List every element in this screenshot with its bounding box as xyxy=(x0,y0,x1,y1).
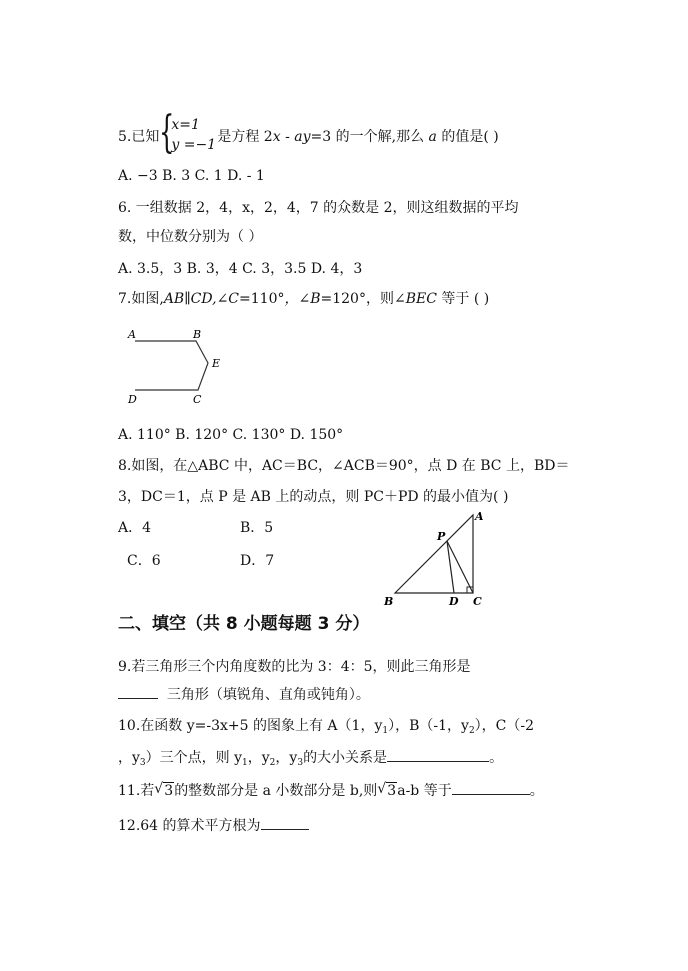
label-d: D xyxy=(449,595,459,608)
label-e: E xyxy=(212,357,221,370)
label-a: A xyxy=(475,510,484,523)
q10-pre: 10.在函数 y=-3x+5 的图象上有 A（1，y xyxy=(118,718,383,734)
q8-option-b: B．5 xyxy=(240,520,274,536)
q11-tail: a-b 等于 xyxy=(397,783,452,799)
q5-line xyxy=(118,107,499,158)
label-a: A xyxy=(128,328,136,341)
q7-mid: ，则∠ xyxy=(365,291,406,307)
system-eq1: x=1 xyxy=(171,117,200,133)
q10-line1 xyxy=(118,716,534,738)
sqrt-3-second xyxy=(377,781,397,801)
q10-mid2: ）三个点，则 y xyxy=(145,750,243,766)
q7-options: A. 110° B. 120° C. 130° D. 150° xyxy=(118,427,344,443)
q9-line2 xyxy=(118,684,370,705)
q7-angle-c-value: =110° xyxy=(239,291,285,307)
sub-5: 2 xyxy=(269,758,276,768)
sub-1: 1 xyxy=(382,726,389,736)
label-d: D xyxy=(128,393,137,406)
q10-c1: ，y xyxy=(247,750,270,766)
q7-angle-bec: BEC xyxy=(405,291,437,307)
q9-answer-blank[interactable] xyxy=(118,684,158,699)
sub-3: 3 xyxy=(139,758,146,768)
system-eq2: y =−1 xyxy=(171,137,217,153)
q7-prefix: 7.如图, xyxy=(118,291,164,307)
brace: { xyxy=(159,107,175,158)
q6-options: A. 3.5，3 B. 3，4 C. 3，3.5 D. 4，3 xyxy=(118,261,363,277)
q11-mid: 的整数部分是 a 小数部分是 b,则 xyxy=(174,783,378,799)
q11-answer-blank[interactable] xyxy=(452,780,530,795)
q8-triangle xyxy=(395,515,473,593)
q10-pre2: ，y xyxy=(118,750,140,766)
q7-angle-b: ，∠B xyxy=(284,291,321,307)
q10-c2: ，y xyxy=(275,750,298,766)
label-p: P xyxy=(437,530,446,543)
q7-figure xyxy=(120,322,230,408)
label-b: B xyxy=(384,595,394,608)
q9-line2-text: 三角形（填锐角、直角或钝角）。 xyxy=(166,687,370,703)
q12-text: 12.64 的算术平方根为 xyxy=(118,818,261,834)
q7-tail: 等于 ( ) xyxy=(436,291,490,307)
minus: - xyxy=(280,129,295,145)
q8-line2: 3，DC＝1，点 P 是 AB 上的动点，则 PC＋PD 的最小值为( ) xyxy=(118,489,509,505)
q10-line2 xyxy=(118,747,503,770)
q7-line xyxy=(118,289,489,309)
q5-post: =3 的一个解,那么 xyxy=(310,129,429,145)
q7-angle-c: ,∠C xyxy=(212,291,240,307)
q5-options: A. −3 B. 3 C. 1 D. - 1 xyxy=(118,168,265,184)
q11-end: 。 xyxy=(529,783,544,799)
var-ay: ay xyxy=(294,129,311,145)
q11-pre: 11.若 xyxy=(118,783,155,799)
q8-option-d: D．7 xyxy=(240,553,275,569)
q12-answer-blank[interactable] xyxy=(261,815,309,830)
section-title: 二、填空（共 8 小题每题 3 分） xyxy=(118,614,370,634)
q6-line1: 6. 一组数据 2，4，x，2，4，7 的众数是 2，则这组数据的平均 xyxy=(118,200,519,216)
q8-line1: 8.如图，在△ABC 中，AC＝BC，∠ACB＝90°，点 D 在 BC 上，BD＝ xyxy=(118,458,570,474)
equation-system xyxy=(159,107,217,158)
q5-tail: 的值是( ) xyxy=(436,129,499,145)
q7-angle-b-value: =120° xyxy=(320,291,366,307)
q10-end: 。 xyxy=(489,750,504,766)
q5-mid: 是方程 2 xyxy=(217,129,273,145)
radicand-2: 3 xyxy=(387,783,397,799)
q9-line1: 9.若三角形三个内角度数的比为 3：4：5，则此三角形是 xyxy=(118,659,471,675)
q7-parallel: AB∥CD xyxy=(163,291,213,307)
q10-tail1: ），C（-2 xyxy=(474,718,535,734)
var-a: a xyxy=(428,129,437,145)
q7-figure-lines xyxy=(135,341,208,390)
var-x: x xyxy=(272,129,281,145)
sqrt-3 xyxy=(154,781,174,801)
q10-mid1: ），B（-1，y xyxy=(388,718,469,734)
q8-option-a: A．4 xyxy=(118,520,152,536)
q11-line xyxy=(118,780,544,801)
label-b: B xyxy=(193,328,202,341)
q8-figure xyxy=(380,505,490,610)
sub-2: 2 xyxy=(468,726,475,736)
q10-answer-blank[interactable] xyxy=(387,747,489,762)
radicand: 3 xyxy=(164,783,174,799)
sub-6: 3 xyxy=(297,758,304,768)
q12-line xyxy=(118,815,309,836)
q6-line2: 数，中位数分别为（ ） xyxy=(118,229,263,245)
q8-option-c: C．6 xyxy=(127,553,161,569)
q10-tail2: 的大小关系是 xyxy=(303,750,388,766)
label-c: C xyxy=(473,595,482,608)
q5-prefix: 5.已知 xyxy=(118,129,160,145)
label-c: C xyxy=(193,393,202,406)
sub-4: 1 xyxy=(242,758,248,768)
